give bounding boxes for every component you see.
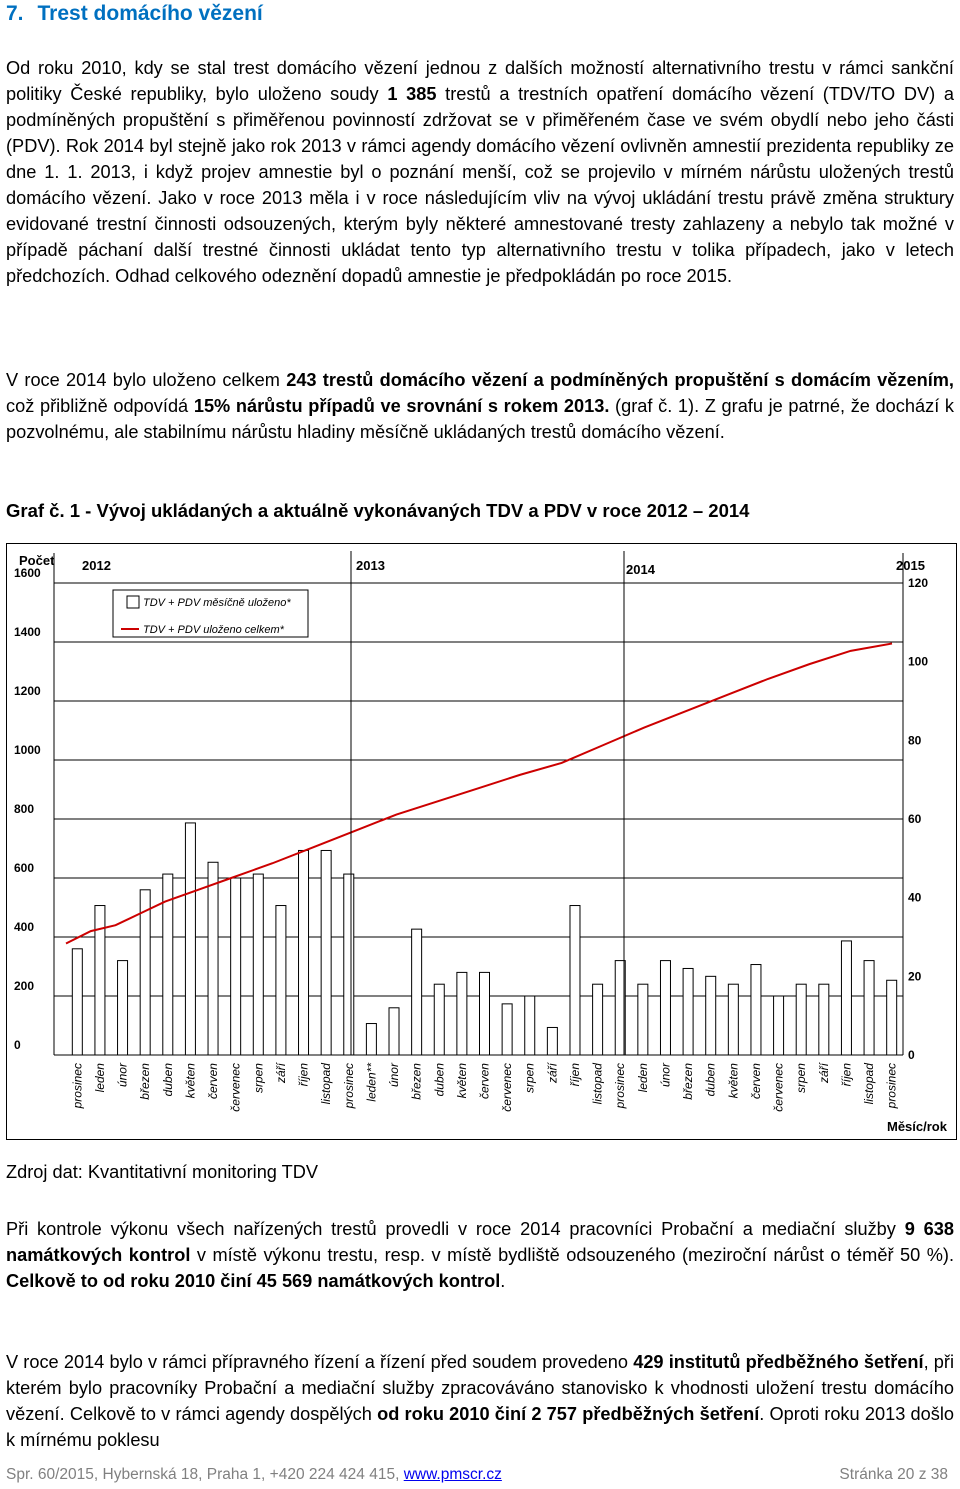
bar-36	[887, 980, 897, 1055]
p4-run-1: 429 institutů předběžného šetření	[633, 1352, 924, 1372]
y-tick-right-0: 0	[908, 1048, 915, 1062]
bar-28	[706, 976, 716, 1055]
chart-legend	[113, 590, 308, 637]
paragraph-inspections	[6, 1216, 954, 1294]
y-tick-right-4: 80	[908, 733, 922, 748]
p1-run-0: Od roku 2010, kdy se stal trest domácího vězení jednou z dalších možností alternativního trestu v rámci sankční politiky České republiky, bylo uloženo soudy	[6, 58, 954, 104]
p3-run-2: v místě výkonu trestu, resp. v místě bydliště odsouzeného (meziroční nárůst o téměř 50 %).	[190, 1245, 954, 1265]
x-tick-21: září	[545, 1063, 560, 1084]
bar-25	[638, 984, 648, 1055]
y-tick-right-2: 40	[908, 890, 922, 905]
p2-run-1: 243 trestů domácího vězení a podmíněných propuštění s domácím vězením,	[286, 370, 954, 390]
bar-15	[412, 929, 422, 1055]
bar-26	[660, 961, 670, 1055]
x-tick-26: únor	[658, 1063, 673, 1088]
legend-label-monthly: TDV + PDV měsíčně uloženo*	[143, 597, 291, 609]
x-tick-5: květen	[183, 1063, 198, 1099]
bar-21	[547, 1027, 557, 1055]
bar-27	[683, 968, 693, 1055]
bar-9	[276, 906, 286, 1055]
bar-11	[321, 850, 331, 1055]
x-tick-28: duben	[703, 1063, 718, 1097]
x-tick-27: březen	[681, 1063, 696, 1100]
bar-2	[118, 961, 128, 1055]
x-tick-34: říjen	[839, 1063, 854, 1087]
bar-34	[841, 941, 851, 1055]
x-tick-0: prosinec	[70, 1063, 85, 1109]
p3-run-0: Při kontrole výkonu všech nařízených trestů provedli v roce 2014 pracovníci Probační a mediační služby	[6, 1219, 905, 1239]
year-label-2014: 2014	[626, 562, 655, 577]
section-heading	[6, 2, 263, 26]
x-tick-36: prosinec	[884, 1063, 899, 1109]
p2-run-2: což přibližně odpovídá	[6, 396, 194, 416]
x-tick-8: srpen	[251, 1063, 266, 1094]
bar-3	[140, 890, 150, 1055]
p1-run-1: 1 385	[387, 84, 437, 104]
bar-8	[253, 874, 263, 1055]
bar-17	[457, 972, 467, 1055]
y-tick-right-1: 20	[908, 969, 922, 984]
y-tick-left-7: 1400	[14, 625, 41, 639]
legend-swatch-bar	[127, 596, 139, 608]
y-tick-right-3: 60	[908, 812, 922, 826]
paragraph-intro	[6, 55, 954, 289]
x-tick-10: říjen	[296, 1063, 311, 1087]
x-axis-label: Měsíc/rok	[887, 1119, 947, 1134]
bar-5	[185, 823, 195, 1055]
p4-run-2: , při kterém bylo pracovníky Probační a mediační služby zpracováváno stanovisko k vhodnosti uložení trestu domácího vězení. Celkově to v rámci agendy dospělých	[6, 1352, 955, 1424]
p1-run-2: trestů a trestních opatření domácího vězení (TDV/TO DV) a podmíněných propuštění s přiměřenou povinností zdržovat se v přiměřeném čase ve svém obydlí nebo jeho části (PDV). Rok 2014 byl stejně jako rok 2013 v rámci agendy domácího vězení ovlivněn amnestií prezidenta republiky ze dne 1. 1. 2013, i když projev amnestie byl o poznání menší, což se projevilo v mírném nárůstu uložených trestů domácího vězení. Jako v roce 2013 měla i v roce následujícím vliv na vývoj ukládání trestu právě změna struktury evidované trestní činnosti odsouzených, kterým byly některé amnestované tresty zahlazeny a nebylo tak možné v případě páchaní další trestné činnosti ukládat tento typ alternativního trestu v tolika případech, jako v letech předchozích. Odhad celkového odeznění dopadů amnestie je předpokládán po roce 2015.	[6, 84, 955, 286]
chart	[6, 543, 957, 1140]
x-tick-20: srpen	[522, 1063, 537, 1094]
year-label-2015: 2015	[896, 558, 925, 573]
x-tick-32: srpen	[794, 1063, 809, 1094]
section-title: Trest domácího vězení	[37, 2, 263, 25]
bar-20	[525, 996, 535, 1055]
y-tick-left-5: 1000	[14, 743, 41, 757]
bar-6	[208, 862, 218, 1055]
y-tick-left-6: 1200	[14, 684, 41, 698]
x-tick-4: duben	[160, 1063, 175, 1097]
x-tick-18: červen	[477, 1063, 492, 1100]
bar-13	[366, 1024, 376, 1055]
x-tick-6: červen	[206, 1063, 221, 1100]
bar-12	[344, 874, 354, 1055]
bar-0	[72, 949, 82, 1055]
bar-31	[774, 996, 784, 1055]
bar-30	[751, 965, 761, 1055]
x-tick-33: září	[816, 1063, 831, 1084]
x-tick-31: červenec	[771, 1063, 786, 1112]
x-tick-9: září	[273, 1063, 288, 1084]
x-tick-3: březen	[138, 1063, 153, 1100]
x-tick-16: duben	[432, 1063, 447, 1097]
bar-29	[728, 984, 738, 1055]
p4-run-3: od roku 2010 činí 2 757 předběžných šetření	[377, 1404, 760, 1424]
data-source: Zdroj dat: Kvantitativní monitoring TDV	[6, 1162, 319, 1182]
p3-run-1: 9 638 namátkových kontrol	[6, 1219, 954, 1265]
footer-address: Spr. 60/2015, Hybernská 18, Praha 1, +420 224 424 415,	[6, 1466, 404, 1483]
paragraph-2014-summary	[6, 367, 954, 445]
p4-run-4: . Oproti roku 2013 došlo k mírnému poklesu	[6, 1404, 954, 1450]
x-tick-25: leden	[635, 1063, 650, 1093]
bar-16	[434, 984, 444, 1055]
bar-18	[480, 972, 490, 1055]
x-tick-17: květen	[454, 1063, 469, 1099]
p2-run-0: V roce 2014 bylo uloženo celkem	[6, 370, 287, 390]
bar-32	[796, 984, 806, 1055]
bar-19	[502, 1004, 512, 1055]
x-tick-2: únor	[115, 1063, 130, 1088]
x-tick-13: leden**	[364, 1063, 379, 1102]
x-tick-24: prosinec	[613, 1063, 628, 1109]
y-tick-left-1: 200	[14, 979, 35, 993]
bar-7	[231, 878, 241, 1055]
y-tick-right-6: 120	[908, 576, 929, 590]
bar-10	[299, 850, 309, 1055]
bar-35	[864, 961, 874, 1055]
y-axis-label: Počet	[19, 553, 55, 568]
year-label-2012: 2012	[82, 558, 111, 573]
section-number: 7.	[6, 2, 24, 25]
page-number: Stránka 20 z 38	[839, 1466, 948, 1483]
y-tick-left-2: 400	[14, 920, 35, 934]
x-tick-19: červenec	[500, 1063, 515, 1112]
paragraph-pre-trial	[6, 1349, 954, 1453]
year-label-2013: 2013	[356, 558, 385, 573]
p2-run-4: (graf č. 1). Z grafu je patrné, že dochází k pozvolnému, ale stabilnímu nárůstu hladiny měsíčně ukládaných trestů domácího vězení.	[6, 396, 955, 442]
p3-run-4: .	[500, 1271, 506, 1291]
x-tick-22: říjen	[567, 1063, 582, 1087]
y-tick-right-5: 100	[908, 654, 929, 669]
graf_title-run-0: Graf č.	[6, 500, 65, 521]
chart-caption	[6, 500, 749, 522]
x-tick-30: červen	[748, 1063, 763, 1100]
y-tick-left-8: 1600	[14, 566, 41, 580]
x-tick-35: listopad	[862, 1063, 877, 1105]
p2-run-3: 15% nárůstu případů ve srovnání s rokem 2013.	[193, 396, 610, 416]
page-footer	[6, 1466, 954, 1484]
x-tick-23: listopad	[590, 1063, 605, 1105]
x-tick-29: květen	[726, 1063, 741, 1099]
bar-22	[570, 906, 580, 1055]
p4-run-0: V roce 2014 bylo v rámci přípravného řízení a řízení před soudem provedeno	[6, 1352, 634, 1372]
x-tick-11: listopad	[319, 1063, 334, 1105]
footer-link[interactable]: www.pmscr.cz	[403, 1466, 502, 1483]
y-tick-left-3: 600	[14, 861, 35, 875]
chart-svg	[6, 543, 957, 1140]
x-tick-15: březen	[409, 1063, 424, 1100]
bar-14	[389, 1008, 399, 1055]
y-tick-left-0: 0	[14, 1038, 21, 1052]
x-tick-7: červenec	[228, 1063, 243, 1112]
bar-23	[593, 984, 603, 1055]
x-tick-12: prosinec	[341, 1063, 356, 1109]
bar-33	[819, 984, 829, 1055]
x-tick-1: leden	[92, 1063, 107, 1093]
p3-run-3: Celkově to od roku 2010 činí 45 569 namátkových kontrol	[6, 1271, 501, 1291]
y-tick-left-4: 800	[14, 802, 35, 816]
legend-label-total: TDV + PDV uloženo celkem*	[143, 624, 284, 636]
x-tick-14: únor	[387, 1063, 402, 1088]
graf_title-run-1: 1 - Vývoj ukládaných a aktuálně vykonávaných TDV a PDV v roce 2012 – 2014	[64, 500, 750, 521]
